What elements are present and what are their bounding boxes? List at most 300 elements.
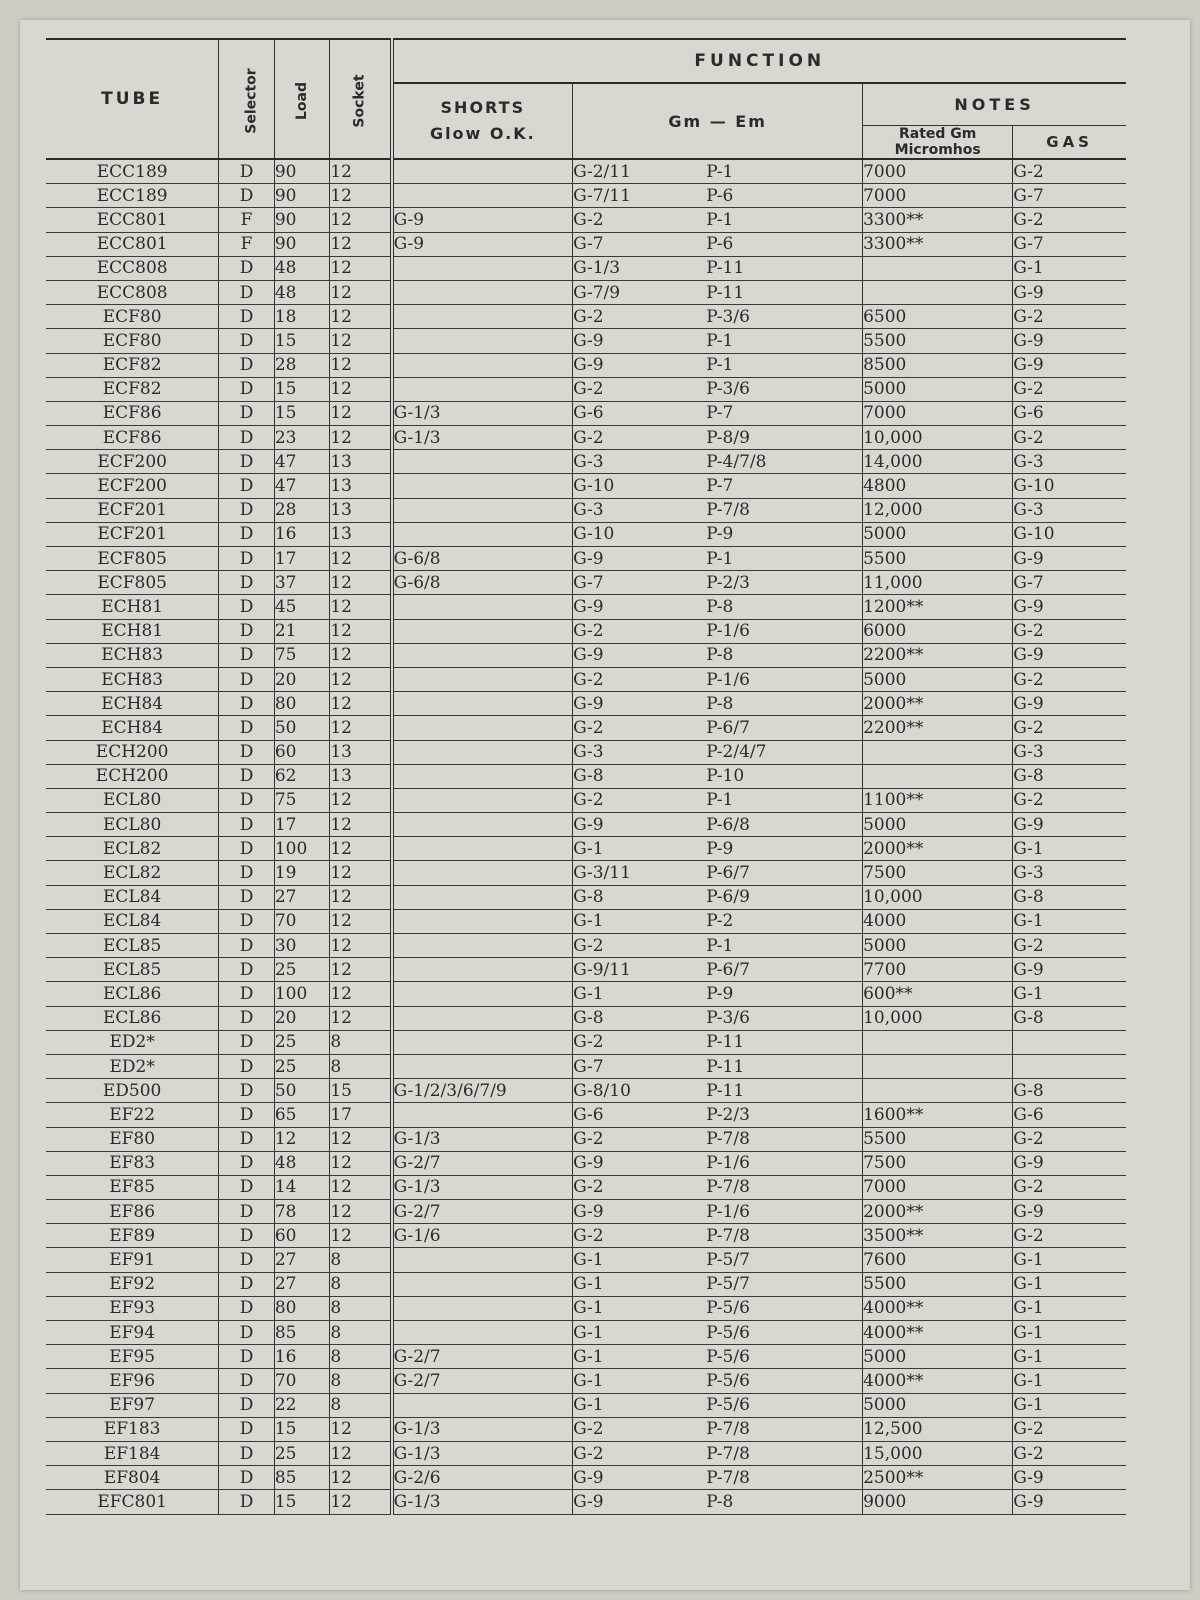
shorts-cell	[392, 1321, 573, 1345]
gm-grid-cell: G-9	[573, 692, 707, 716]
rated-gm-cell	[863, 256, 1013, 280]
load-cell: 50	[274, 1079, 330, 1103]
tube-cell: ECL84	[46, 909, 219, 933]
gm-grid-cell: G-1	[573, 909, 707, 933]
load-cell: 48	[274, 1151, 330, 1175]
em-plate-cell: P-11	[706, 1054, 862, 1078]
em-plate-cell: P-1/6	[706, 619, 862, 643]
tube-cell: ECH81	[46, 619, 219, 643]
load-cell: 85	[274, 1321, 330, 1345]
tube-cell: ECH81	[46, 595, 219, 619]
socket-cell: 12	[330, 208, 392, 232]
rated-gm-cell: 2200**	[863, 716, 1013, 740]
load-cell: 20	[274, 667, 330, 691]
shorts-cell	[392, 256, 573, 280]
table-row	[46, 256, 1126, 280]
tube-cell: ECF86	[46, 426, 219, 450]
selector-cell: D	[219, 377, 275, 401]
gas-cell: G-2	[1013, 305, 1126, 329]
em-plate-cell: P-6/7	[706, 861, 862, 885]
em-plate-cell: P-8	[706, 643, 862, 667]
gm-grid-cell: G-1/3	[573, 256, 707, 280]
tube-cell: ECF200	[46, 450, 219, 474]
selector-cell: D	[219, 256, 275, 280]
tube-cell: EF91	[46, 1248, 219, 1272]
table-row	[46, 692, 1126, 716]
table-row	[46, 426, 1126, 450]
tube-cell: EF804	[46, 1466, 219, 1490]
gm-grid-cell: G-6	[573, 1103, 707, 1127]
table-row	[46, 1490, 1126, 1514]
tube-cell: ECF86	[46, 401, 219, 425]
load-cell: 19	[274, 861, 330, 885]
gm-grid-cell: G-3	[573, 740, 707, 764]
selector-cell: D	[219, 1321, 275, 1345]
gas-cell: G-7	[1013, 232, 1126, 256]
gm-grid-cell: G-3	[573, 450, 707, 474]
socket-cell: 12	[330, 1441, 392, 1465]
table-body	[46, 159, 1126, 1514]
socket-cell: 12	[330, 1127, 392, 1151]
gas-cell: G-1	[1013, 1272, 1126, 1296]
rated-gm-cell: 5000	[863, 1345, 1013, 1369]
socket-cell: 12	[330, 1490, 392, 1514]
socket-cell: 12	[330, 667, 392, 691]
rated-gm-cell: 15,000	[863, 1441, 1013, 1465]
rated-gm-cell: 1100**	[863, 788, 1013, 812]
shorts-cell: G-1/3	[392, 1175, 573, 1199]
tube-cell: EF92	[46, 1272, 219, 1296]
shorts-cell: G-1/3	[392, 426, 573, 450]
gas-cell: G-9	[1013, 1200, 1126, 1224]
gm-grid-cell: G-9	[573, 353, 707, 377]
gas-cell: G-9	[1013, 1151, 1126, 1175]
table-row	[46, 522, 1126, 546]
rated-gm-cell: 4000**	[863, 1296, 1013, 1320]
rated-gm-cell: 12,000	[863, 498, 1013, 522]
em-plate-cell: P-2	[706, 909, 862, 933]
socket-cell: 8	[330, 1393, 392, 1417]
load-cell: 27	[274, 1248, 330, 1272]
socket-cell: 8	[330, 1272, 392, 1296]
selector-cell: D	[219, 909, 275, 933]
table-row	[46, 1103, 1126, 1127]
selector-cell: D	[219, 934, 275, 958]
table-row	[46, 1151, 1126, 1175]
selector-cell: D	[219, 1054, 275, 1078]
gas-cell: G-10	[1013, 474, 1126, 498]
selector-cell: D	[219, 982, 275, 1006]
gm-grid-cell: G-1	[573, 1345, 707, 1369]
load-cell: 37	[274, 571, 330, 595]
tube-cell: EF94	[46, 1321, 219, 1345]
tube-cell: ECF80	[46, 329, 219, 353]
tube-cell: ECC808	[46, 256, 219, 280]
em-plate-cell: P-1	[706, 547, 862, 571]
tube-cell: ECL85	[46, 934, 219, 958]
em-plate-cell: P-1	[706, 353, 862, 377]
shorts-cell	[392, 982, 573, 1006]
selector-cell: D	[219, 1224, 275, 1248]
load-cell: 22	[274, 1393, 330, 1417]
table-row	[46, 909, 1126, 933]
socket-cell: 12	[330, 232, 392, 256]
tube-cell: ECH200	[46, 740, 219, 764]
selector-cell: D	[219, 353, 275, 377]
load-cell: 15	[274, 1417, 330, 1441]
selector-cell: D	[219, 1369, 275, 1393]
rated-gm-cell: 5500	[863, 329, 1013, 353]
table-row	[46, 1127, 1126, 1151]
load-cell: 16	[274, 1345, 330, 1369]
load-cell: 21	[274, 619, 330, 643]
shorts-cell	[392, 934, 573, 958]
tube-cell: ECC189	[46, 184, 219, 208]
table-row	[46, 450, 1126, 474]
table-row	[46, 401, 1126, 425]
load-cell: 27	[274, 1272, 330, 1296]
em-plate-cell: P-6	[706, 184, 862, 208]
socket-cell: 12	[330, 571, 392, 595]
gm-grid-cell: G-10	[573, 474, 707, 498]
table-row	[46, 982, 1126, 1006]
rated-gm-cell: 5500	[863, 1272, 1013, 1296]
rated-gm-cell: 6500	[863, 305, 1013, 329]
selector-cell: F	[219, 208, 275, 232]
selector-cell: D	[219, 595, 275, 619]
em-plate-cell: P-11	[706, 1079, 862, 1103]
selector-cell: D	[219, 885, 275, 909]
socket-cell: 12	[330, 958, 392, 982]
gas-cell: G-2	[1013, 159, 1126, 184]
socket-cell: 12	[330, 643, 392, 667]
socket-cell: 12	[330, 426, 392, 450]
gm-grid-cell: G-9	[573, 1490, 707, 1514]
shorts-cell	[392, 522, 573, 546]
em-plate-cell: P-9	[706, 982, 862, 1006]
load-cell: 12	[274, 1127, 330, 1151]
gm-grid-cell: G-2	[573, 1441, 707, 1465]
gm-grid-cell: G-2	[573, 788, 707, 812]
em-plate-cell: P-7/8	[706, 1441, 862, 1465]
rated-gm-cell	[863, 1030, 1013, 1054]
load-cell: 15	[274, 377, 330, 401]
header-shorts-label: SHORTS	[440, 98, 526, 117]
gas-cell: G-9	[1013, 958, 1126, 982]
socket-cell: 12	[330, 716, 392, 740]
gm-grid-cell: G-9	[573, 1200, 707, 1224]
header-rated-gm	[863, 126, 1013, 160]
rated-gm-cell	[863, 1054, 1013, 1078]
gm-grid-cell: G-2	[573, 208, 707, 232]
rated-gm-cell: 11,000	[863, 571, 1013, 595]
tube-cell: ECF200	[46, 474, 219, 498]
em-plate-cell: P-7	[706, 474, 862, 498]
table-row	[46, 885, 1126, 909]
gas-cell: G-8	[1013, 1006, 1126, 1030]
socket-cell: 12	[330, 1175, 392, 1199]
rated-gm-cell: 7000	[863, 1175, 1013, 1199]
tube-cell: ECL82	[46, 861, 219, 885]
table-row	[46, 208, 1126, 232]
selector-cell: D	[219, 667, 275, 691]
table-row	[46, 1417, 1126, 1441]
em-plate-cell: P-6/8	[706, 813, 862, 837]
rated-gm-cell: 7700	[863, 958, 1013, 982]
em-plate-cell: P-5/6	[706, 1393, 862, 1417]
socket-cell: 13	[330, 450, 392, 474]
gas-cell: G-9	[1013, 692, 1126, 716]
em-plate-cell: P-7/8	[706, 1175, 862, 1199]
load-cell: 90	[274, 208, 330, 232]
shorts-cell	[392, 159, 573, 184]
shorts-cell	[392, 305, 573, 329]
socket-cell: 12	[330, 184, 392, 208]
selector-cell: D	[219, 426, 275, 450]
selector-cell: D	[219, 1127, 275, 1151]
load-cell: 65	[274, 1103, 330, 1127]
socket-cell: 13	[330, 474, 392, 498]
shorts-cell	[392, 958, 573, 982]
tube-cell: ECF82	[46, 377, 219, 401]
selector-cell: D	[219, 740, 275, 764]
table-row	[46, 329, 1126, 353]
rated-gm-cell: 2000**	[863, 692, 1013, 716]
rated-gm-cell: 5000	[863, 1393, 1013, 1417]
shorts-cell: G-6/8	[392, 547, 573, 571]
shorts-cell: G-2/7	[392, 1369, 573, 1393]
selector-cell: D	[219, 184, 275, 208]
shorts-cell	[392, 740, 573, 764]
table-row	[46, 1175, 1126, 1199]
tube-cell: ED2*	[46, 1054, 219, 1078]
tube-cell: ECC801	[46, 232, 219, 256]
socket-cell: 12	[330, 1466, 392, 1490]
em-plate-cell: P-7/8	[706, 1127, 862, 1151]
gas-cell: G-8	[1013, 764, 1126, 788]
tube-cell: ECC808	[46, 280, 219, 304]
selector-cell: D	[219, 401, 275, 425]
header-socket-label: Socket	[351, 73, 368, 128]
socket-cell: 12	[330, 329, 392, 353]
rated-gm-cell: 5000	[863, 934, 1013, 958]
tube-test-table	[46, 38, 1126, 1515]
em-plate-cell: P-8	[706, 595, 862, 619]
em-plate-cell: P-5/6	[706, 1296, 862, 1320]
load-cell: 70	[274, 909, 330, 933]
em-plate-cell: P-8	[706, 692, 862, 716]
socket-cell: 8	[330, 1345, 392, 1369]
rated-gm-cell: 5500	[863, 547, 1013, 571]
gm-grid-cell: G-2	[573, 305, 707, 329]
gas-cell: G-7	[1013, 184, 1126, 208]
shorts-cell: G-9	[392, 232, 573, 256]
tube-cell: EF22	[46, 1103, 219, 1127]
load-cell: 90	[274, 159, 330, 184]
rated-gm-cell: 8500	[863, 353, 1013, 377]
shorts-cell	[392, 667, 573, 691]
em-plate-cell: P-6	[706, 232, 862, 256]
shorts-cell	[392, 885, 573, 909]
selector-cell: D	[219, 547, 275, 571]
socket-cell: 12	[330, 1151, 392, 1175]
selector-cell: D	[219, 764, 275, 788]
shorts-cell	[392, 1030, 573, 1054]
shorts-cell: G-2/7	[392, 1345, 573, 1369]
gm-grid-cell: G-9	[573, 329, 707, 353]
rated-gm-cell: 2500**	[863, 1466, 1013, 1490]
header-shorts	[392, 83, 573, 159]
rated-gm-cell: 7000	[863, 184, 1013, 208]
tube-cell: ECH84	[46, 716, 219, 740]
socket-cell: 12	[330, 909, 392, 933]
selector-cell: D	[219, 522, 275, 546]
selector-cell: D	[219, 1151, 275, 1175]
gas-cell: G-2	[1013, 934, 1126, 958]
shorts-cell: G-9	[392, 208, 573, 232]
selector-cell: D	[219, 692, 275, 716]
socket-cell: 12	[330, 280, 392, 304]
load-cell: 28	[274, 498, 330, 522]
gas-cell: G-1	[1013, 1393, 1126, 1417]
gm-grid-cell: G-2	[573, 1175, 707, 1199]
socket-cell: 12	[330, 1200, 392, 1224]
tube-cell: EF95	[46, 1345, 219, 1369]
table-row	[46, 1321, 1126, 1345]
gas-cell: G-9	[1013, 595, 1126, 619]
shorts-cell	[392, 498, 573, 522]
gm-grid-cell: G-1	[573, 1272, 707, 1296]
tube-cell: ECL84	[46, 885, 219, 909]
rated-gm-cell: 5000	[863, 377, 1013, 401]
gm-grid-cell: G-7	[573, 232, 707, 256]
gm-grid-cell: G-1	[573, 1321, 707, 1345]
load-cell: 90	[274, 184, 330, 208]
gm-grid-cell: G-7	[573, 1054, 707, 1078]
shorts-cell: G-1/3	[392, 401, 573, 425]
gm-grid-cell: G-2	[573, 934, 707, 958]
socket-cell: 13	[330, 740, 392, 764]
em-plate-cell: P-4/7/8	[706, 450, 862, 474]
em-plate-cell: P-9	[706, 522, 862, 546]
shorts-cell	[392, 184, 573, 208]
gas-cell: G-2	[1013, 1441, 1126, 1465]
table-row	[46, 1345, 1126, 1369]
gas-cell: G-1	[1013, 837, 1126, 861]
gas-cell: G-3	[1013, 498, 1126, 522]
load-cell: 14	[274, 1175, 330, 1199]
shorts-cell	[392, 764, 573, 788]
shorts-cell	[392, 1103, 573, 1127]
tube-cell: ECL86	[46, 1006, 219, 1030]
shorts-cell: G-2/6	[392, 1466, 573, 1490]
gas-cell: G-9	[1013, 280, 1126, 304]
gm-grid-cell: G-1	[573, 1369, 707, 1393]
load-cell: 15	[274, 1490, 330, 1514]
gm-grid-cell: G-1	[573, 1393, 707, 1417]
gas-cell: G-1	[1013, 1369, 1126, 1393]
gm-grid-cell: G-2	[573, 619, 707, 643]
tube-cell: ECC801	[46, 208, 219, 232]
table-row	[46, 1054, 1126, 1078]
load-cell: 80	[274, 692, 330, 716]
gas-cell: G-3	[1013, 450, 1126, 474]
selector-cell: D	[219, 498, 275, 522]
tube-cell: ECF805	[46, 571, 219, 595]
load-cell: 27	[274, 885, 330, 909]
gas-cell: G-9	[1013, 1466, 1126, 1490]
gm-grid-cell: G-9	[573, 595, 707, 619]
rated-gm-cell: 10,000	[863, 1006, 1013, 1030]
header-notes: NOTES	[863, 83, 1126, 126]
table-row	[46, 159, 1126, 184]
gas-cell: G-2	[1013, 788, 1126, 812]
gas-cell: G-6	[1013, 401, 1126, 425]
socket-cell: 12	[330, 353, 392, 377]
em-plate-cell: P-2/3	[706, 1103, 862, 1127]
load-cell: 25	[274, 1054, 330, 1078]
table-row	[46, 740, 1126, 764]
table-row	[46, 716, 1126, 740]
table-row	[46, 1272, 1126, 1296]
rated-gm-cell: 4000**	[863, 1369, 1013, 1393]
gm-grid-cell: G-2	[573, 667, 707, 691]
shorts-cell: G-1/3	[392, 1490, 573, 1514]
selector-cell: D	[219, 474, 275, 498]
header-function: FUNCTION	[392, 39, 1126, 83]
rated-gm-cell: 1200**	[863, 595, 1013, 619]
header-load-label: Load	[294, 81, 311, 120]
table-row	[46, 353, 1126, 377]
tube-cell: ECL82	[46, 837, 219, 861]
shorts-cell: G-1/3	[392, 1441, 573, 1465]
rated-gm-cell: 5500	[863, 1127, 1013, 1151]
tube-cell: ECH83	[46, 643, 219, 667]
socket-cell: 12	[330, 595, 392, 619]
shorts-cell: G-2/7	[392, 1200, 573, 1224]
em-plate-cell: P-9	[706, 837, 862, 861]
table-row	[46, 547, 1126, 571]
em-plate-cell: P-2/3	[706, 571, 862, 595]
tube-cell: EF184	[46, 1441, 219, 1465]
gas-cell: G-1	[1013, 1248, 1126, 1272]
selector-cell: D	[219, 1272, 275, 1296]
tube-cell: ECF805	[46, 547, 219, 571]
socket-cell: 8	[330, 1321, 392, 1345]
em-plate-cell: P-7/8	[706, 1417, 862, 1441]
table-row	[46, 1466, 1126, 1490]
gm-grid-cell: G-2	[573, 716, 707, 740]
socket-cell: 12	[330, 619, 392, 643]
gas-cell: G-6	[1013, 1103, 1126, 1127]
rated-gm-cell: 4800	[863, 474, 1013, 498]
socket-cell: 8	[330, 1296, 392, 1320]
shorts-cell	[392, 474, 573, 498]
table-row	[46, 595, 1126, 619]
table-row	[46, 184, 1126, 208]
gas-cell: G-7	[1013, 571, 1126, 595]
gas-cell: G-1	[1013, 909, 1126, 933]
shorts-cell	[392, 716, 573, 740]
rated-gm-cell: 2000**	[863, 1200, 1013, 1224]
shorts-cell	[392, 1393, 573, 1417]
selector-cell: D	[219, 1417, 275, 1441]
em-plate-cell: P-3/6	[706, 1006, 862, 1030]
load-cell: 62	[274, 764, 330, 788]
load-cell: 60	[274, 1224, 330, 1248]
tube-cell: ECF82	[46, 353, 219, 377]
socket-cell: 13	[330, 522, 392, 546]
